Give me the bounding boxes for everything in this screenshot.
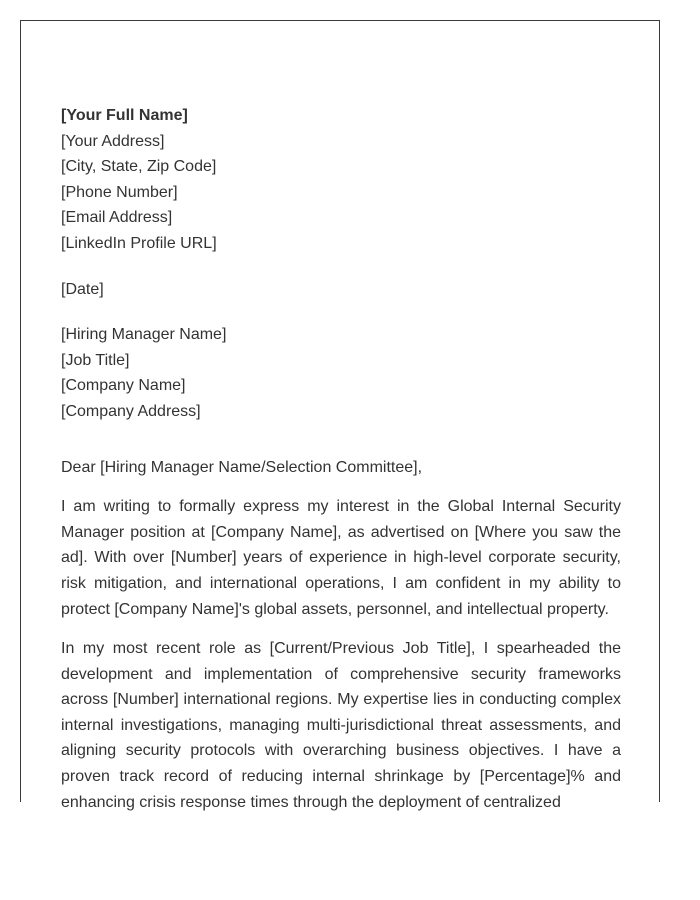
body-paragraph: I am writing to formally express my interest in the Global Internal Security Manager position at [Company Name], as advertised on [Where you saw the ad]. With over [Number] years of experience in high-level corporate security, risk mitigation, and international operations, I am confident in my ability to protect [Company Name]'s global assets, personnel, and intellectual property. <box>61 498 621 618</box>
recipient-company-address: [Company Address] <box>61 402 201 420</box>
sender-address: [Your Address] <box>61 132 165 150</box>
sender-block <box>61 103 621 257</box>
salutation: Dear [Hiring Manager Name/Selection Committee], <box>61 458 423 476</box>
body-paragraph: In my most recent role as [Current/Previous Job Title], I spearheaded the development and implementation of comprehensive security frameworks across [Number] international regions. My expertise lies in conducting complex internal investigations, managing multi-jurisdictional threat assessments, and aligning security protocols with overarching business objectives. I have a proven track record of reducing internal shrinkage by [Percentage]% and enhancing crisis response times through the deployment of centralized <box>61 640 621 811</box>
sender-linkedin: [LinkedIn Profile URL] <box>61 234 217 252</box>
recipient-block <box>61 322 621 424</box>
letter-body <box>61 103 621 829</box>
recipient-job-title: [Job Title] <box>61 351 130 369</box>
sender-city-state-zip: [City, State, Zip Code] <box>61 158 217 176</box>
sender-email: [Email Address] <box>61 209 173 227</box>
sender-phone: [Phone Number] <box>61 183 178 201</box>
letter-page <box>20 20 660 811</box>
sender-name: [Your Full Name] <box>61 107 188 124</box>
recipient-manager-name: [Hiring Manager Name] <box>61 326 227 344</box>
date-block <box>61 277 621 303</box>
recipient-company-name: [Company Name] <box>61 377 186 395</box>
letter-date: [Date] <box>61 280 104 298</box>
